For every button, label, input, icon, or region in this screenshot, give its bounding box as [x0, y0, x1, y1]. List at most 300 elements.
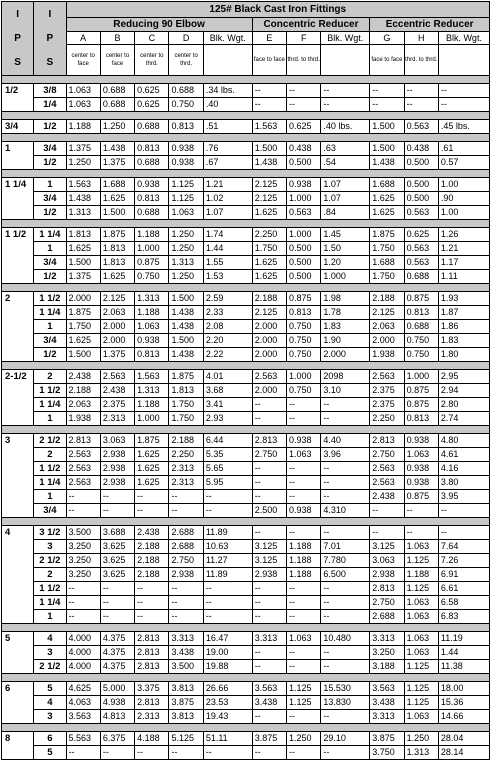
table-row [2, 142, 490, 156]
fittings-table [1, 1, 490, 760]
value-cell: 3.813 [169, 682, 203, 696]
value-cell: 15.36 [438, 696, 489, 710]
value-cell: 1.688 [370, 256, 404, 270]
column-subheader: center to face [100, 45, 134, 76]
value-cell: 2.80 [438, 398, 489, 412]
value-cell: 1.78 [321, 306, 370, 320]
table-row [2, 120, 490, 134]
value-cell: 2.59 [203, 292, 252, 306]
value-cell: 1.50 [321, 242, 370, 256]
value-cell: 3.313 [370, 710, 404, 724]
value-cell: -- [252, 462, 286, 476]
value-cell: 2.563 [370, 476, 404, 490]
ips-cell: 5 [2, 632, 34, 646]
value-cell: 1.500 [370, 120, 404, 134]
ips-cell: 3 [2, 434, 34, 448]
reduced-ips-cell: 4 [34, 632, 66, 646]
value-cell: 2.813 [66, 434, 100, 448]
value-cell: -- [287, 84, 321, 98]
value-cell: 2.563 [66, 448, 100, 462]
table-row [2, 206, 490, 220]
value-cell: 0.875 [404, 490, 438, 504]
value-cell: 2.313 [169, 476, 203, 490]
value-cell: -- [370, 526, 404, 540]
value-cell: 2.563 [370, 462, 404, 476]
value-cell: 1.44 [438, 646, 489, 660]
value-cell: 2.938 [370, 568, 404, 582]
value-cell: 1.07 [321, 178, 370, 192]
group-separator [2, 724, 490, 732]
value-cell: 4.01 [203, 370, 252, 384]
value-cell: 1.98 [321, 292, 370, 306]
value-cell: -- [252, 398, 286, 412]
value-cell: 6.375 [100, 732, 134, 746]
ips-cell [2, 554, 34, 568]
value-cell: 1.188 [135, 228, 169, 242]
value-cell: 2.813 [370, 582, 404, 596]
value-cell: 4.625 [66, 682, 100, 696]
column-subheader: face to face [252, 45, 286, 76]
value-cell: .51 [203, 120, 252, 134]
value-cell: 0.875 [135, 256, 169, 270]
value-cell: 2.125 [252, 178, 286, 192]
table-row [2, 412, 490, 426]
value-cell: 0.938 [135, 334, 169, 348]
value-cell: -- [404, 98, 438, 112]
value-cell: 1.500 [66, 256, 100, 270]
value-cell: 1.625 [135, 476, 169, 490]
table-row [2, 306, 490, 320]
value-cell: 2.438 [135, 526, 169, 540]
value-cell: -- [66, 596, 100, 610]
value-cell: 2.938 [169, 568, 203, 582]
value-cell: -- [169, 582, 203, 596]
value-cell: 0.813 [169, 120, 203, 134]
group-separator [2, 674, 490, 682]
value-cell: 3.125 [370, 540, 404, 554]
value-cell: 2.063 [100, 306, 134, 320]
ips-cell [2, 242, 34, 256]
value-cell: 1.000 [287, 228, 321, 242]
reduced-ips-cell: 1/2 [34, 270, 66, 284]
value-cell: 0.875 [404, 384, 438, 398]
value-cell: 2.125 [370, 306, 404, 320]
value-cell: 3.95 [438, 490, 489, 504]
value-cell: 0.750 [287, 384, 321, 398]
value-cell: 4.16 [438, 462, 489, 476]
value-cell: 2.000 [321, 348, 370, 362]
value-cell: 2.000 [252, 384, 286, 398]
value-cell: 0.813 [135, 142, 169, 156]
value-cell: 2.74 [438, 412, 489, 426]
value-cell: -- [252, 84, 286, 98]
table-row [2, 84, 490, 98]
value-cell: -- [321, 646, 370, 660]
value-cell: 3.500 [66, 526, 100, 540]
value-cell: 1.375 [100, 156, 134, 170]
value-cell: -- [252, 526, 286, 540]
value-cell: 2.750 [370, 596, 404, 610]
value-cell: 19.43 [203, 710, 252, 724]
value-cell: 3.438 [169, 646, 203, 660]
reduced-ips-cell: 3/4 [34, 256, 66, 270]
value-cell: 1.750 [370, 270, 404, 284]
value-cell: -- [438, 504, 489, 518]
value-cell: 19.88 [203, 660, 252, 674]
value-cell: 2.188 [135, 568, 169, 582]
value-cell: -- [66, 746, 100, 760]
value-cell: 1.438 [370, 156, 404, 170]
value-cell: -- [252, 596, 286, 610]
table-row [2, 98, 490, 112]
reduced-ips-cell: 3/4 [34, 504, 66, 518]
value-cell: -- [252, 476, 286, 490]
value-cell: 11.19 [438, 632, 489, 646]
value-cell: 1.125 [169, 178, 203, 192]
value-cell: -- [66, 582, 100, 596]
value-cell: 1.07 [203, 206, 252, 220]
value-cell: 2.33 [203, 306, 252, 320]
value-cell: 0.938 [287, 434, 321, 448]
value-cell: 1.250 [66, 156, 100, 170]
reduced-ips-cell: 3 [34, 540, 66, 554]
value-cell: -- [370, 504, 404, 518]
group-separator [2, 426, 490, 434]
ips-cell [2, 412, 34, 426]
value-cell: 1.625 [66, 334, 100, 348]
value-cell: 1.313 [135, 384, 169, 398]
value-cell: -- [287, 98, 321, 112]
ips-cell [2, 320, 34, 334]
value-cell: 6.83 [438, 610, 489, 624]
value-cell: -- [287, 710, 321, 724]
value-cell: .67 [203, 156, 252, 170]
column-letter: B [100, 32, 134, 45]
value-cell: -- [321, 412, 370, 426]
value-cell: 1.813 [100, 242, 134, 256]
value-cell: 2.000 [370, 334, 404, 348]
value-cell: 3.500 [169, 660, 203, 674]
ips-cell [2, 156, 34, 170]
value-cell: 1.125 [404, 582, 438, 596]
value-cell: 3.438 [252, 696, 286, 710]
value-cell: 1.563 [252, 120, 286, 134]
value-cell: 1.063 [404, 632, 438, 646]
ips-cell [2, 348, 34, 362]
value-cell: .84 [321, 206, 370, 220]
value-cell: 1.438 [169, 320, 203, 334]
value-cell: 2.313 [135, 710, 169, 724]
value-cell: 2.063 [370, 320, 404, 334]
value-cell: 1.250 [100, 120, 134, 134]
table-row [2, 462, 490, 476]
value-cell: -- [321, 476, 370, 490]
value-cell: 3.80 [438, 476, 489, 490]
value-cell: 1.375 [66, 142, 100, 156]
value-cell: 1.21 [203, 178, 252, 192]
table-row [2, 696, 490, 710]
value-cell: 1.875 [169, 370, 203, 384]
value-cell: 1.063 [404, 710, 438, 724]
value-cell: 0.750 [135, 270, 169, 284]
value-cell: .63 [321, 142, 370, 156]
ips-cell [2, 646, 34, 660]
ips-cell [2, 448, 34, 462]
value-cell: 3.688 [100, 526, 134, 540]
ips-cell [2, 568, 34, 582]
value-cell: 0.625 [404, 228, 438, 242]
group-separator [2, 170, 490, 178]
value-cell: 0.875 [287, 292, 321, 306]
value-cell: -- [370, 98, 404, 112]
value-cell: 2.125 [252, 192, 286, 206]
value-cell: 1.063 [287, 448, 321, 462]
value-cell: 1.80 [438, 348, 489, 362]
value-cell: -- [203, 596, 252, 610]
value-cell: 2.94 [438, 384, 489, 398]
value-cell: 2.813 [135, 660, 169, 674]
table-row [2, 320, 490, 334]
value-cell: 1.375 [100, 348, 134, 362]
ips-reduced-column-header: I P S [34, 2, 66, 76]
value-cell: 3.063 [370, 554, 404, 568]
value-cell: -- [203, 504, 252, 518]
table-row [2, 732, 490, 746]
value-cell: 15.530 [321, 682, 370, 696]
value-cell: 2.250 [370, 412, 404, 426]
value-cell: -- [100, 746, 134, 760]
value-cell: 2.563 [66, 476, 100, 490]
value-cell: 1.750 [66, 320, 100, 334]
value-cell: 1.938 [370, 348, 404, 362]
value-cell: 4.938 [100, 696, 134, 710]
reduced-ips-cell: 1 1/4 [34, 398, 66, 412]
value-cell: -- [252, 490, 286, 504]
value-cell: 0.938 [169, 142, 203, 156]
value-cell: 23.53 [203, 696, 252, 710]
value-cell: 2.000 [100, 320, 134, 334]
table-row [2, 610, 490, 624]
value-cell: 1.750 [169, 398, 203, 412]
value-cell: 0.688 [100, 84, 134, 98]
value-cell: 1.188 [287, 568, 321, 582]
value-cell: 1.45 [321, 228, 370, 242]
value-cell: 1.250 [169, 270, 203, 284]
value-cell: 0.438 [287, 142, 321, 156]
table-row [2, 192, 490, 206]
value-cell: 1.625 [135, 448, 169, 462]
column-letter: D [169, 32, 203, 45]
reduced-ips-cell: 5 [34, 746, 66, 760]
ips-cell [2, 476, 34, 490]
value-cell: 1.26 [438, 228, 489, 242]
value-cell: 5.95 [203, 476, 252, 490]
value-cell: 1.063 [404, 646, 438, 660]
value-cell: 4.61 [438, 448, 489, 462]
value-cell: 5.65 [203, 462, 252, 476]
value-cell: 3.125 [252, 554, 286, 568]
table-row [2, 540, 490, 554]
value-cell: -- [287, 582, 321, 596]
value-cell: 1.063 [404, 596, 438, 610]
reduced-ips-cell: 3/4 [34, 334, 66, 348]
value-cell: -- [100, 596, 134, 610]
table-row [2, 660, 490, 674]
value-cell: -- [66, 490, 100, 504]
column-subheader: center to thrd. [169, 45, 203, 76]
value-cell: 4.063 [66, 696, 100, 710]
value-cell: -- [287, 462, 321, 476]
ips-cell [2, 746, 34, 760]
value-cell: 1.625 [100, 270, 134, 284]
value-cell: 7.01 [321, 540, 370, 554]
ips-cell [2, 334, 34, 348]
ips-cell: 6 [2, 682, 34, 696]
value-cell: 0.938 [404, 476, 438, 490]
value-cell: 0.563 [404, 206, 438, 220]
value-cell: 3.750 [370, 746, 404, 760]
value-cell: 2.188 [370, 292, 404, 306]
value-cell: -- [438, 98, 489, 112]
value-cell: -- [100, 504, 134, 518]
table-row [2, 448, 490, 462]
value-cell: 2.125 [100, 292, 134, 306]
ips-cell [2, 98, 34, 112]
group-separator [2, 220, 490, 228]
table-row [2, 710, 490, 724]
column-letter: C [135, 32, 169, 45]
value-cell: 0.875 [404, 292, 438, 306]
value-cell: 1.875 [100, 228, 134, 242]
value-cell: 1.563 [66, 178, 100, 192]
reduced-ips-cell: 1 1/2 [34, 292, 66, 306]
value-cell: 1.000 [135, 242, 169, 256]
value-cell: 2.438 [100, 384, 134, 398]
ips-cell: 1 1/4 [2, 178, 34, 192]
column-letter: Blk. Wgt. [321, 32, 370, 45]
value-cell: 0.938 [287, 504, 321, 518]
value-cell: 0.688 [135, 206, 169, 220]
reduced-ips-cell: 1 1/4 [34, 306, 66, 320]
reduced-ips-cell: 1/2 [34, 348, 66, 362]
value-cell: 2.20 [203, 334, 252, 348]
value-cell: 0.563 [404, 242, 438, 256]
value-cell: 2.95 [438, 370, 489, 384]
value-cell: -- [287, 646, 321, 660]
value-cell: 2.250 [252, 228, 286, 242]
reduced-ips-cell: 2 [34, 448, 66, 462]
value-cell: -- [135, 596, 169, 610]
value-cell: 1.21 [438, 242, 489, 256]
value-cell: 0.625 [135, 84, 169, 98]
value-cell: 1.250 [404, 732, 438, 746]
value-cell: 16.47 [203, 632, 252, 646]
value-cell: 2.188 [135, 540, 169, 554]
value-cell: -- [169, 746, 203, 760]
group-separator [2, 362, 490, 370]
value-cell: -- [135, 490, 169, 504]
value-cell: 3.813 [169, 710, 203, 724]
value-cell: 1.500 [100, 206, 134, 220]
value-cell: 0.688 [135, 120, 169, 134]
value-cell: 0.875 [404, 398, 438, 412]
value-cell: 0.688 [135, 156, 169, 170]
value-cell: 2.813 [135, 646, 169, 660]
value-cell: 0.563 [404, 256, 438, 270]
column-subheader [203, 45, 252, 76]
table-row [2, 270, 490, 284]
value-cell: 3.875 [169, 696, 203, 710]
table-row [2, 682, 490, 696]
value-cell: 1.813 [66, 228, 100, 242]
value-cell: 1.125 [404, 660, 438, 674]
value-cell: -- [252, 582, 286, 596]
value-cell: -- [203, 746, 252, 760]
reduced-ips-cell: 1 1/2 [34, 582, 66, 596]
reduced-ips-cell: 3 [34, 710, 66, 724]
reduced-ips-cell: 1 [34, 490, 66, 504]
value-cell: 1.063 [66, 98, 100, 112]
ips-cell: 1/2 [2, 84, 34, 98]
value-cell: 1.188 [135, 306, 169, 320]
value-cell: 1.87 [438, 306, 489, 320]
value-cell: 0.500 [287, 156, 321, 170]
reduced-ips-cell: 1 1/2 [34, 384, 66, 398]
value-cell: 0.750 [169, 98, 203, 112]
value-cell: 1.625 [252, 270, 286, 284]
value-cell: 1.83 [321, 320, 370, 334]
reduced-ips-cell: 1 1/2 [34, 462, 66, 476]
reduced-ips-cell: 2 1/2 [34, 554, 66, 568]
column-letter: Blk. Wgt. [203, 32, 252, 45]
value-cell: -- [203, 610, 252, 624]
reduced-ips-cell: 1/2 [34, 120, 66, 134]
table-row [2, 596, 490, 610]
value-cell: 0.563 [404, 120, 438, 134]
value-cell: -- [321, 462, 370, 476]
value-cell: 6.61 [438, 582, 489, 596]
value-cell: 19.00 [203, 646, 252, 660]
reduced-ips-cell: 4 [34, 696, 66, 710]
value-cell: 1.000 [287, 370, 321, 384]
value-cell: -- [169, 610, 203, 624]
value-cell: 2.188 [252, 292, 286, 306]
value-cell: 2.688 [169, 540, 203, 554]
value-cell: 0.688 [404, 270, 438, 284]
value-cell: -- [252, 412, 286, 426]
value-cell: -- [321, 398, 370, 412]
value-cell: 2.313 [169, 462, 203, 476]
value-cell: -- [287, 476, 321, 490]
value-cell: 1.86 [438, 320, 489, 334]
value-cell: 11.38 [438, 660, 489, 674]
ips-cell [2, 490, 34, 504]
value-cell: 5.125 [169, 732, 203, 746]
ips-cell [2, 504, 34, 518]
table-row [2, 476, 490, 490]
value-cell: 1.875 [370, 228, 404, 242]
value-cell: 5.563 [66, 732, 100, 746]
value-cell: 2.938 [100, 448, 134, 462]
table-row [2, 334, 490, 348]
value-cell: 0.813 [135, 348, 169, 362]
value-cell: 1.500 [66, 348, 100, 362]
value-cell: 0.563 [287, 206, 321, 220]
group-header: Eccentric Reducer [370, 18, 490, 32]
value-cell: 2.250 [169, 448, 203, 462]
value-cell: 2.063 [66, 398, 100, 412]
value-cell: 1.438 [252, 156, 286, 170]
